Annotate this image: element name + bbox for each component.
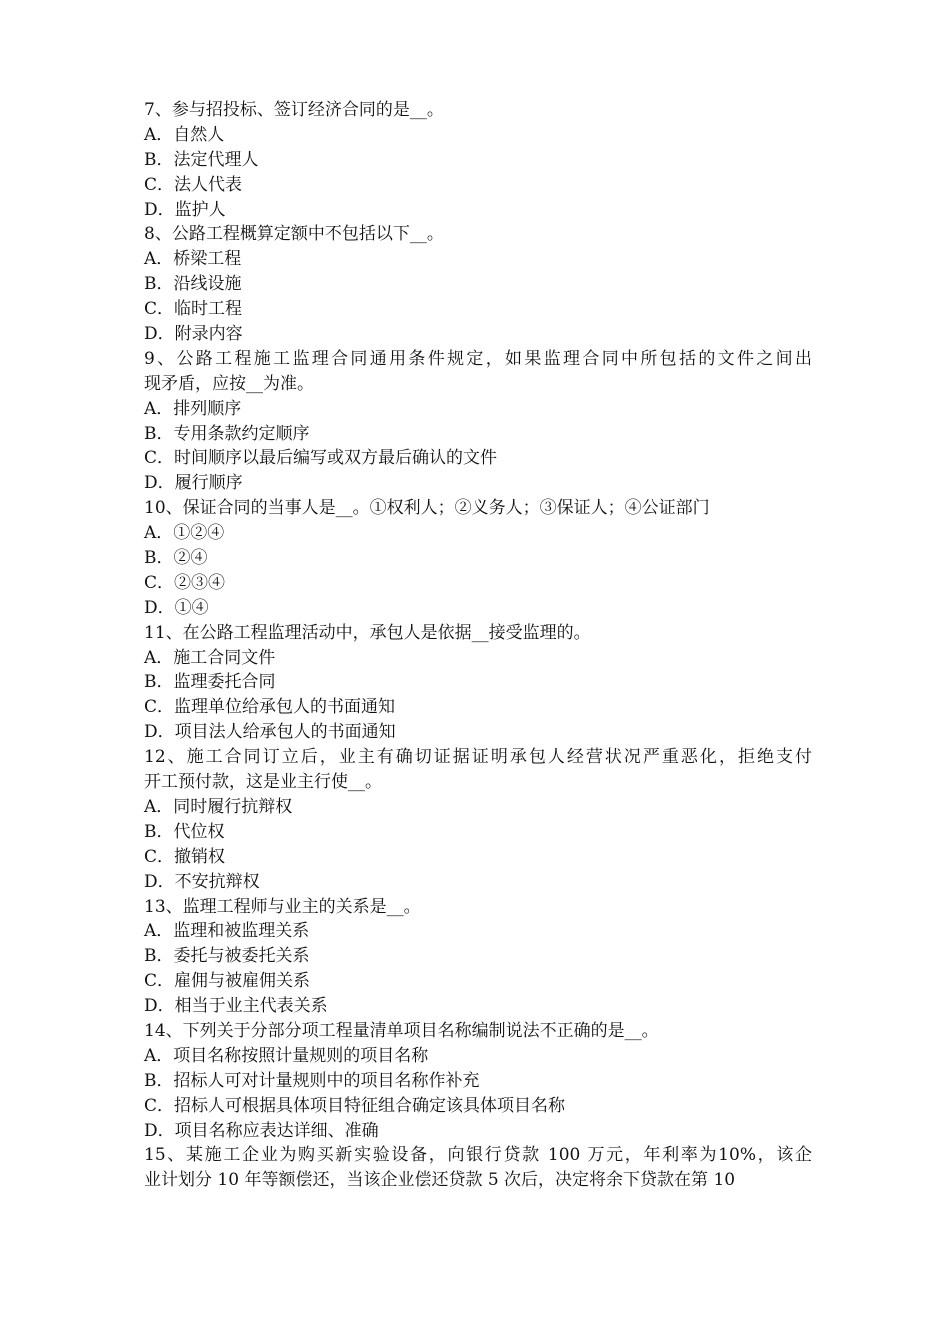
answer-option: C．招标人可根据具体项目特征组合确定该具体项目名称 [144, 1095, 566, 1116]
answer-option: D．①④ [144, 597, 209, 618]
answer-option: C．法人代表 [144, 174, 243, 195]
question-stem: 9、公路工程施工监理合同通用条件规定，如果监理合同中所包括的文件之间出 [144, 348, 812, 369]
answer-option: B．监理委托合同 [144, 672, 276, 693]
answer-option: B．沿线设施 [144, 274, 242, 295]
answer-option: C．②③④ [144, 572, 226, 593]
question-block [144, 496, 812, 620]
question-block [144, 1143, 812, 1193]
answer-option: D．相当于业主代表关系 [144, 996, 328, 1017]
question-block [144, 745, 812, 894]
answer-option: C．临时工程 [144, 299, 243, 320]
question-stem: 8、公路工程概算定额中不包括以下__。 [144, 224, 444, 245]
answer-option: A．项目名称按照计量规则的项目名称 [144, 1045, 429, 1066]
question-stem: 15、某施工企业为购买新实验设备，向银行贷款 100 万元，年利率为10%，该企 [144, 1145, 812, 1166]
question-stem: 12、施工合同订立后，业主有确切证据证明承包人经营状况严重恶化，拒绝支付 [144, 747, 812, 768]
answer-option: D．项目法人给承包人的书面通知 [144, 722, 396, 743]
answer-option: B．代位权 [144, 821, 225, 842]
answer-option: C．时间顺序以最后编写或双方最后确认的文件 [144, 448, 498, 469]
answer-option: B．招标人可对计量规则中的项目名称作补充 [144, 1070, 480, 1091]
answer-option: C．监理单位给承包人的书面通知 [144, 697, 396, 718]
question-block [144, 895, 812, 1019]
question-stem: 业计划分 10 年等额偿还，当该企业偿还贷款 5 次后，决定将余下贷款在第 10 [144, 1170, 736, 1191]
answer-option: B．专用条款约定顺序 [144, 423, 310, 444]
answer-option: B．②④ [144, 548, 208, 569]
answer-option: D．项目名称应表达详细、准确 [144, 1120, 379, 1141]
answer-option: A．桥梁工程 [144, 249, 242, 270]
question-stem: 7、参与招投标、签订经济合同的是__。 [144, 100, 444, 120]
answer-option: D．不安抗辩权 [144, 871, 260, 892]
question-stem: 10、保证合同的当事人是__。①权利人；②义务人；③保证人；④公证部门 [144, 498, 710, 519]
question-stem: 13、监理工程师与业主的关系是__。 [144, 896, 421, 917]
answer-option: D．履行顺序 [144, 473, 243, 494]
answer-option: C．雇佣与被雇佣关系 [144, 971, 311, 992]
question-block [144, 1019, 812, 1143]
question-block [144, 98, 812, 222]
answer-option: A．①②④ [144, 523, 225, 544]
answer-option: C．撤销权 [144, 846, 226, 867]
answer-option: B．委托与被委托关系 [144, 946, 310, 967]
question-block [144, 621, 812, 745]
answer-option: A．施工合同文件 [144, 647, 276, 668]
question-block [144, 347, 812, 496]
question-stem: 现矛盾，应按__为准。 [144, 373, 314, 394]
question-stem: 开工预付款，这是业主行使__。 [144, 772, 382, 793]
answer-option: A．自然人 [144, 124, 225, 145]
answer-option: A．同时履行抗辩权 [144, 796, 293, 817]
answer-option: B．法定代理人 [144, 149, 259, 170]
answer-option: D．附录内容 [144, 324, 243, 345]
answer-option: A．排列顺序 [144, 398, 242, 419]
question-block [144, 222, 812, 346]
question-stem: 11、在公路工程监理活动中，承包人是依据__接受监理的。 [144, 622, 591, 643]
question-stem: 14、下列关于分部分项工程量清单项目名称编制说法不正确的是__。 [144, 1020, 659, 1041]
answer-option: A．监理和被监理关系 [144, 921, 310, 942]
question-list [144, 98, 812, 1193]
answer-option: D．监护人 [144, 199, 226, 220]
